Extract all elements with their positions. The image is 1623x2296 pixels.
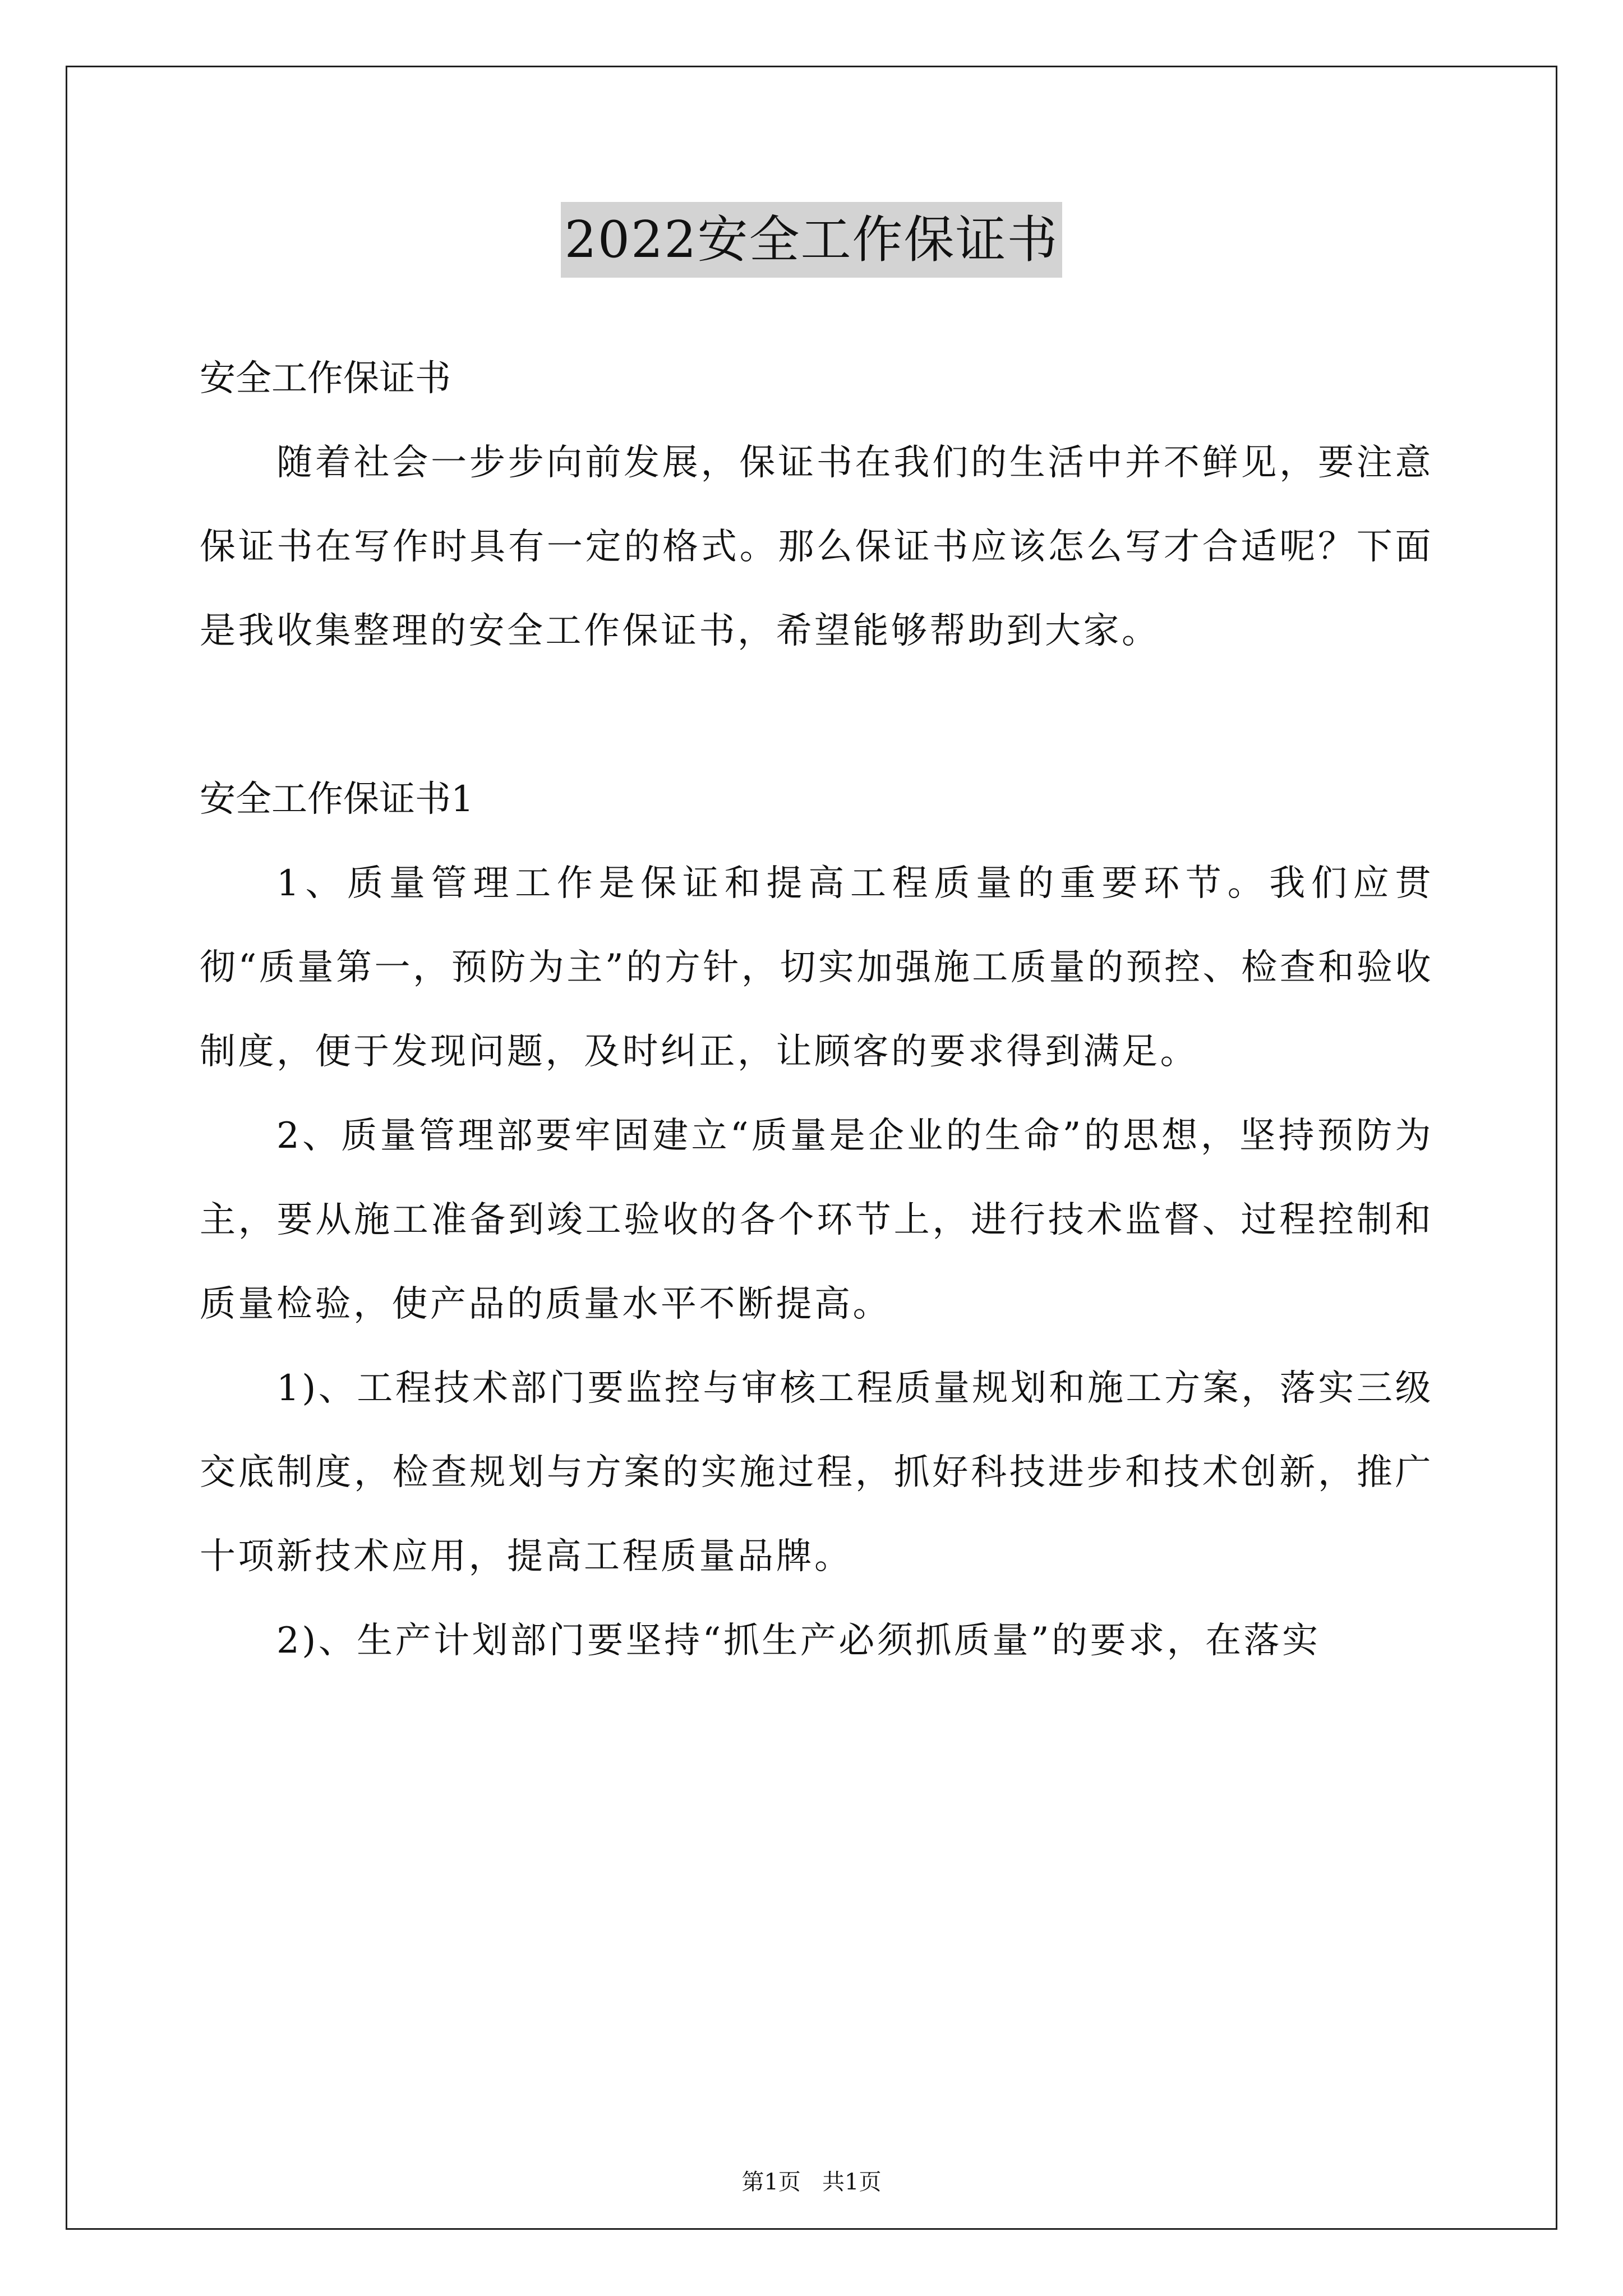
section-heading: 安全工作保证书1	[200, 779, 474, 820]
intro-paragraph: 随着社会一步步向前发展，保证书在我们的生活中并不鲜见，要注意保证书在写作时具有一定的格式。那么保证书应该怎么写才合适呢？下面是我收集整理的安全工作保证书，希望能够帮助到大家。	[200, 442, 1433, 652]
body-paragraph: 2)、生产计划部门要坚持“抓生产必须抓质量”的要求，在落实	[276, 1620, 1321, 1662]
document-body	[200, 337, 1433, 1683]
document-subtitle: 安全工作保证书	[200, 358, 451, 399]
page-footer: 第1页 共1页	[741, 2169, 882, 2195]
body-paragraph: 1)、工程技术部门要监控与审核工程质量规划和施工方案，落实三级交底制度，检查规划与方案的实施过程，抓好科技进步和技术创新，推广十项新技术应用，提高工程质量品牌。	[200, 1368, 1433, 1577]
body-paragraph: 1、质量管理工作是保证和提高工程质量的重要环节。我们应贯彻“质量第一，预防为主”的方针，切实加强施工质量的预控、检查和验收制度，便于发现问题，及时纠正，让顾客的要求得到满足。	[200, 863, 1433, 1073]
body-paragraph: 2、质量管理部要牢固建立“质量是企业的生命”的思想，坚持预防为主，要从施工准备到竣工验收的各个环节上，进行技术监督、过程控制和质量检验，使产品的质量水平不断提高。	[200, 1115, 1433, 1325]
section-gap	[200, 673, 1433, 757]
title-wrap	[0, 202, 1623, 278]
document-title: 2022安全工作保证书	[561, 202, 1062, 278]
